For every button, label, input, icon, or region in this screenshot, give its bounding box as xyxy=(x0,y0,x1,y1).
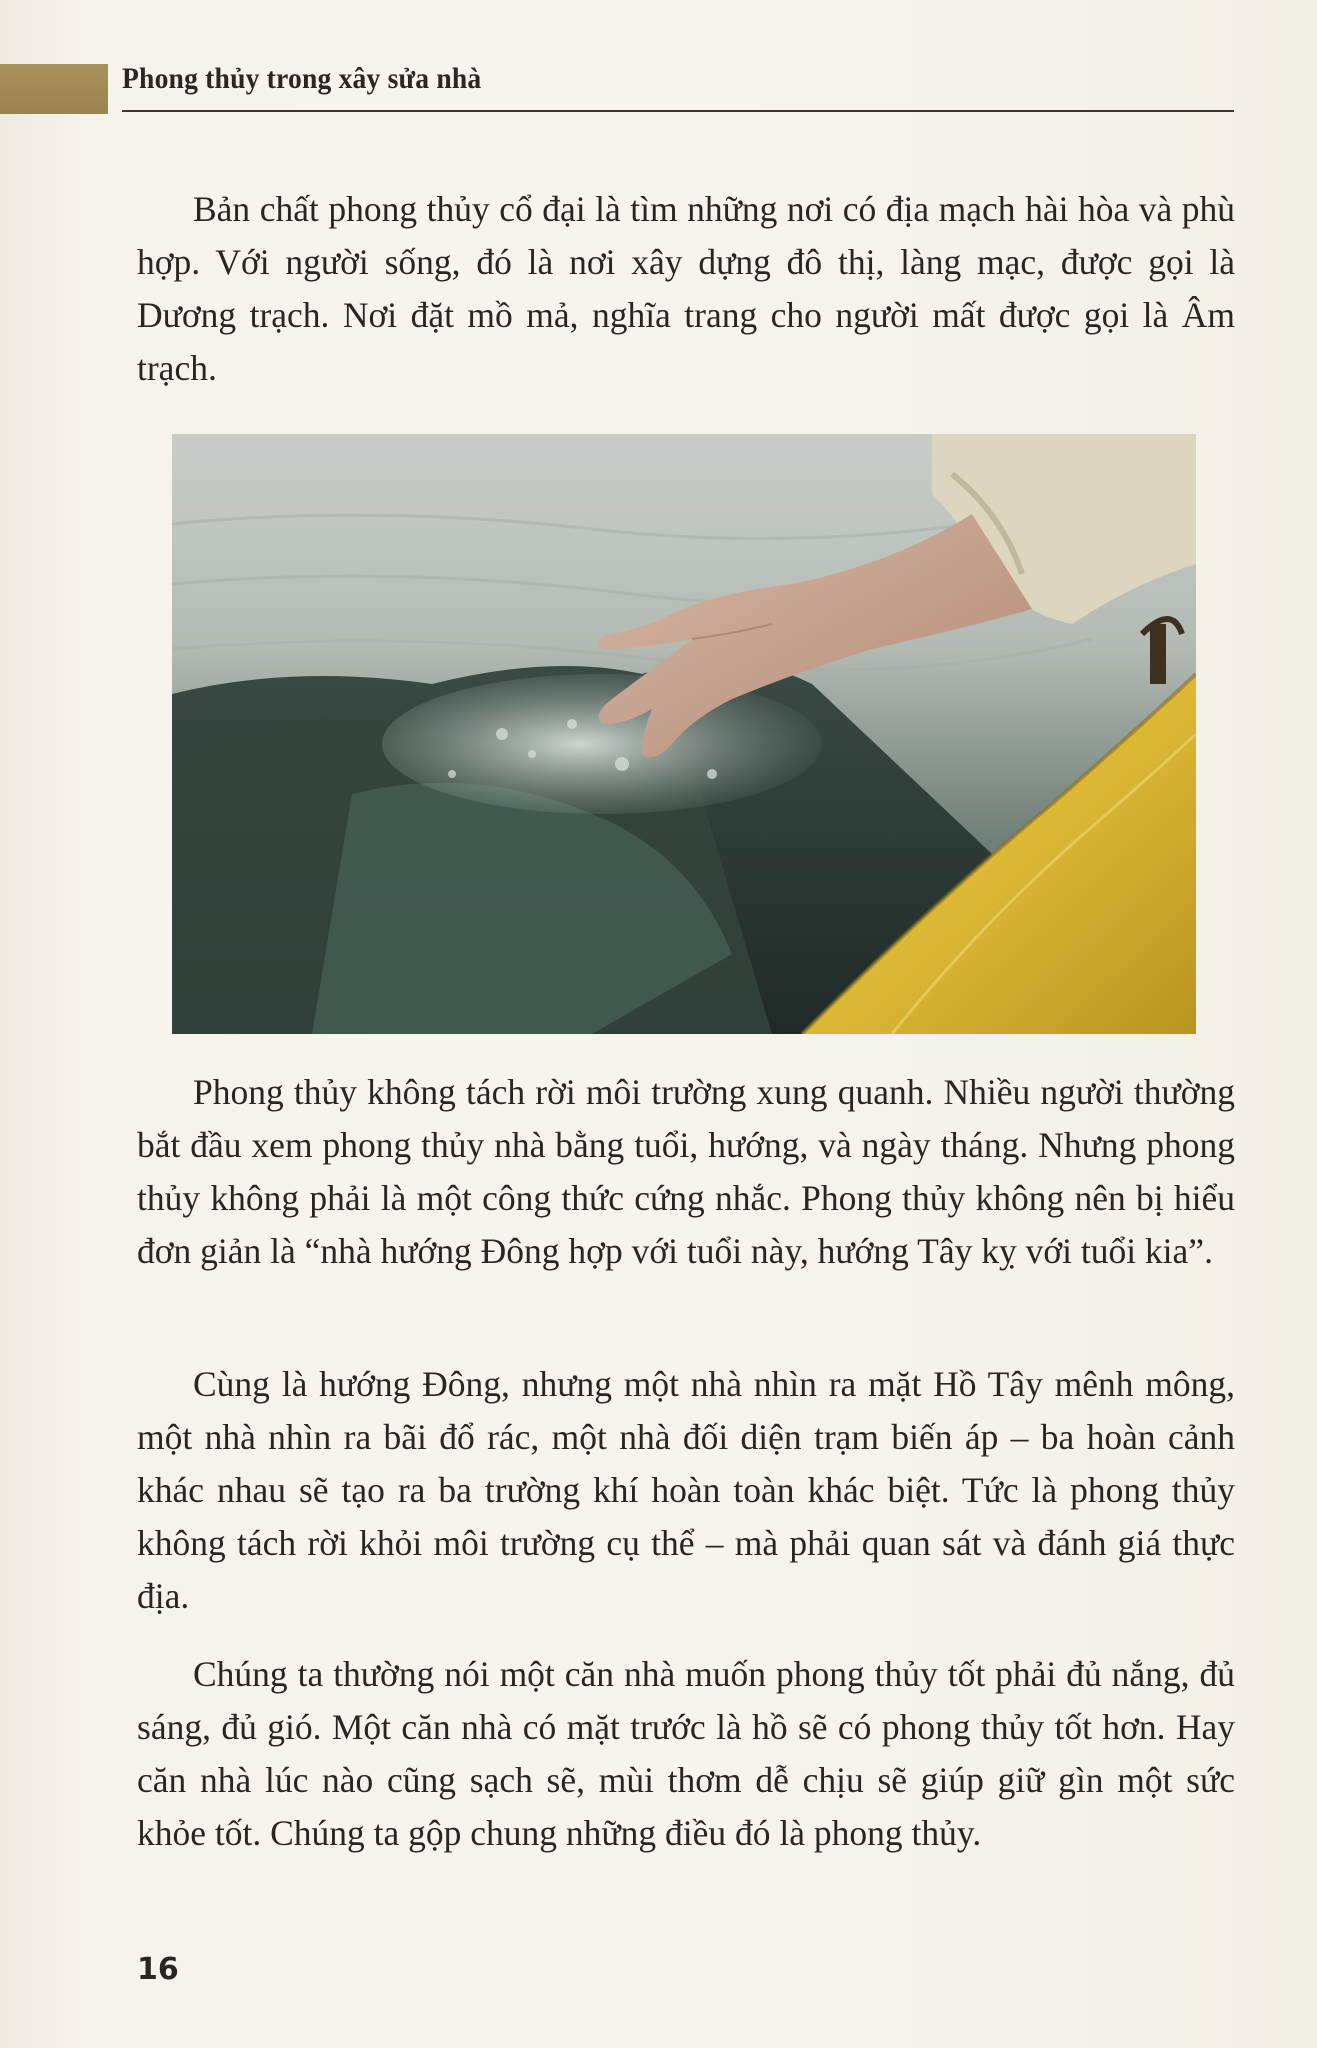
paragraph-1: Bản chất phong thủy cổ đại là tìm những nơi có địa mạch hài hòa và phù hợp. Với người sống, đó là nơi xây dựng đô thị, làng mạc, được gọi là Dương trạch. Nơi đặt mồ mả, nghĩa trang cho người mất được gọi là Âm trạch. xyxy=(137,189,1235,388)
photo-hand-in-water xyxy=(172,434,1196,1034)
header-rule xyxy=(122,110,1234,112)
paragraph-4: Chúng ta thường nói một căn nhà muốn phong thủy tốt phải đủ nắng, đủ sáng, đủ gió. Một căn nhà có mặt trước là hồ sẽ có phong thủy tốt hơn. Hay căn nhà lúc nào cũng sạch sẽ, mùi thơm dễ chịu sẽ giúp giữ gìn một sức khỏe tốt. Chúng ta gộp chung những điều đó là phong thủy. xyxy=(137,1654,1235,1853)
paragraph-2: Phong thủy không tách rời môi trường xung quanh. Nhiều người thường bắt đầu xem phong thủy nhà bằng tuổi, hướng, và ngày tháng. Nhưng phong thủy không phải là một công thức cứng nhắc. Phong thủy không nên bị hiểu đơn giản là “nhà hướng Đông hợp với tuổi này, hướng Tây kỵ với tuổi kia”. xyxy=(137,1072,1235,1271)
running-header-title: Phong thủy trong xây sửa nhà xyxy=(122,62,482,95)
paragraph-3: Cùng là hướng Đông, nhưng một nhà nhìn ra mặt Hồ Tây mênh mông, một nhà nhìn ra bãi đổ rác, một nhà đối diện trạm biến áp – ba hoàn cảnh khác nhau sẽ tạo ra ba trường khí hoàn toàn khác biệt. Tức là phong thủy không tách rời khỏi môi trường cụ thể – mà phải quan sát và đánh giá thực địa. xyxy=(137,1364,1235,1616)
header-accent-bar xyxy=(0,64,108,114)
page-number: 16 xyxy=(137,1952,179,1987)
